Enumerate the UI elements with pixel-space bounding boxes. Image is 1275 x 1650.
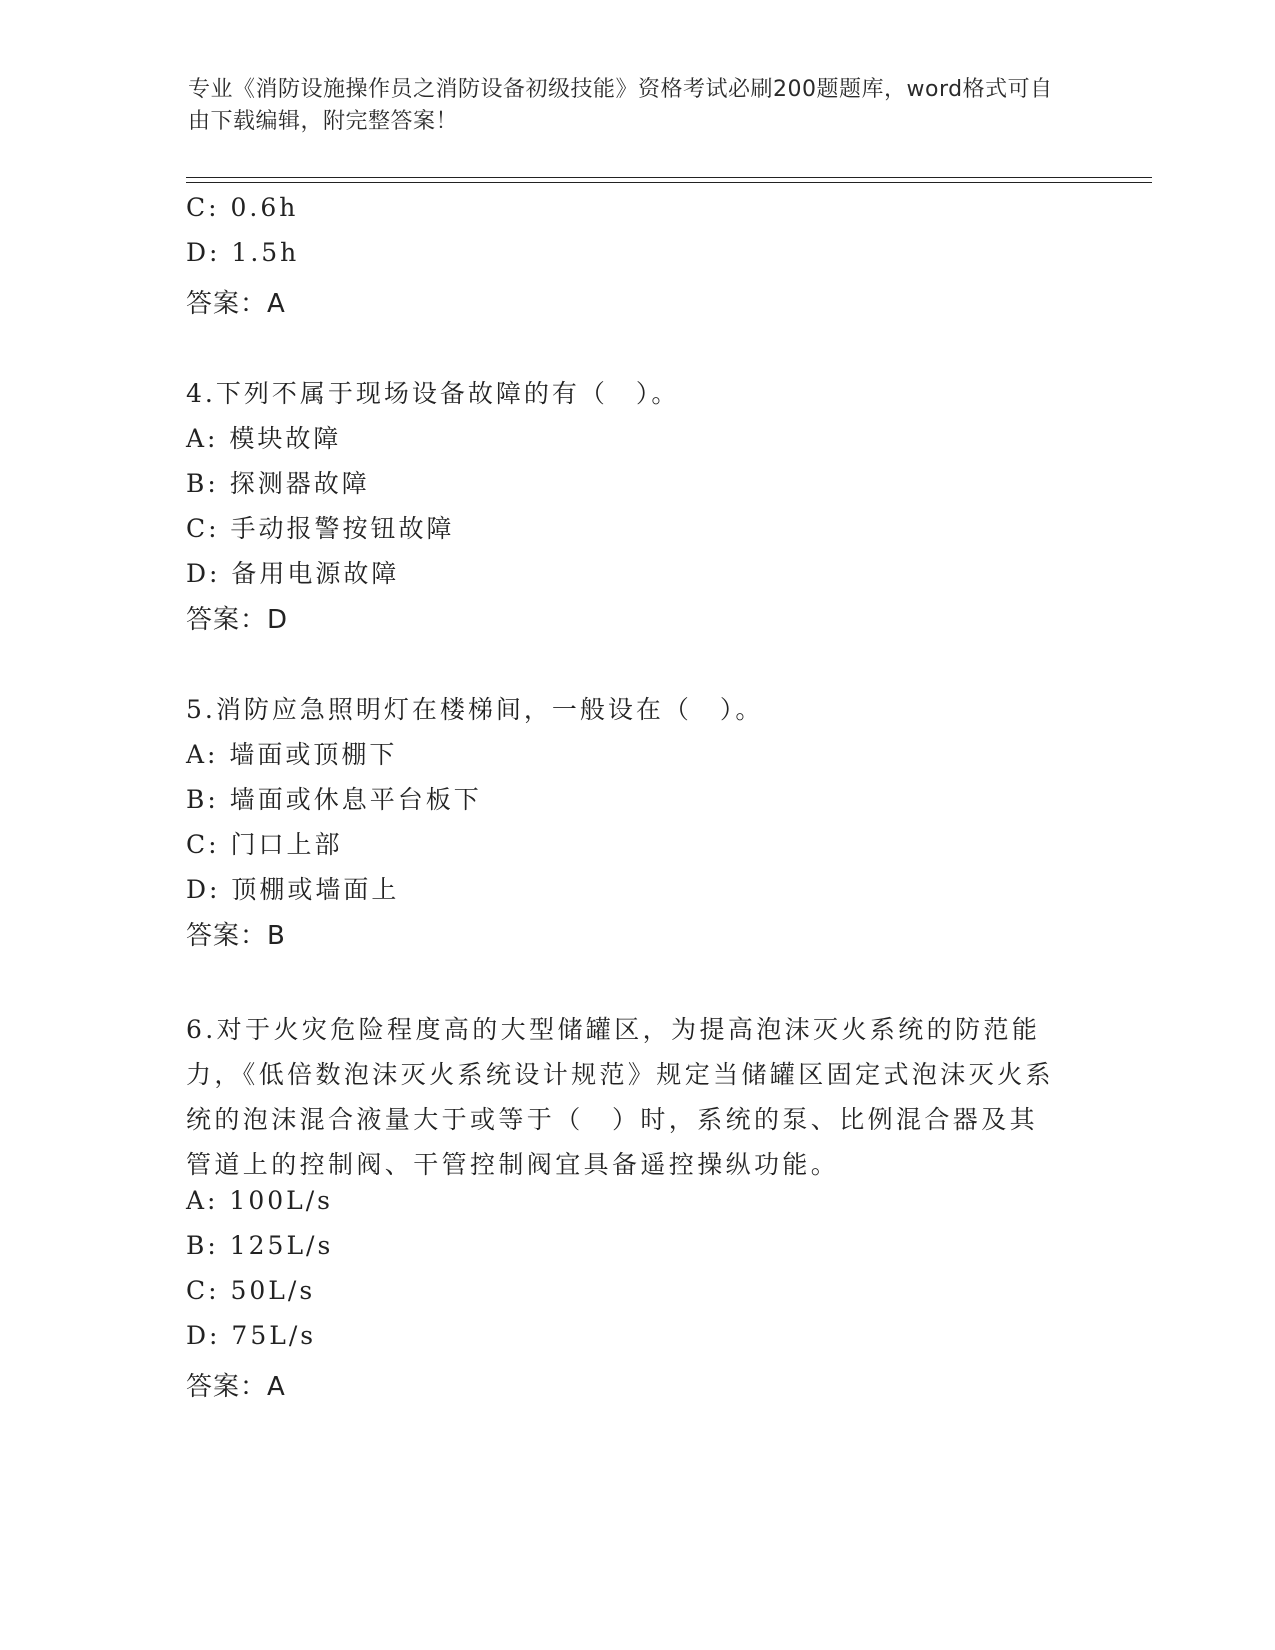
document-header: 专业《消防设施操作员之消防设备初级技能》资格考试必刷200题题库，word格式可自由下载编辑，附完整答案！: [188, 77, 1053, 134]
q4-option-a: A: 模块故障: [186, 424, 342, 453]
q6-option-a: A: 100L/s: [186, 1186, 333, 1215]
q4-option-b: B: 探测器故障: [186, 469, 370, 498]
header-divider-top: [186, 177, 1152, 178]
q4-option-d: D: 备用电源故障: [186, 559, 400, 588]
header-divider-bottom: [186, 182, 1152, 183]
q5-option-c: C: 门口上部: [186, 830, 343, 859]
q5-answer: 答案：B: [186, 921, 286, 951]
q3-option-c: C: 0.6h: [186, 193, 299, 222]
q6-option-d: D: 75L/s: [186, 1321, 317, 1350]
q4-answer: 答案：D: [186, 605, 289, 635]
q6-option-b: B: 125L/s: [186, 1231, 334, 1260]
q3-option-d: D: 1.5h: [186, 238, 300, 267]
q5-option-b: B: 墙面或休息平台板下: [186, 785, 482, 814]
q5-question: 5.消防应急照明灯在楼梯间，一般设在（ ）。: [186, 695, 764, 724]
q5-option-a: A: 墙面或顶棚下: [186, 740, 398, 769]
q3-answer: 答案：A: [186, 289, 286, 319]
q6-question: 6.对于火灾危险程度高的大型储罐区，为提高泡沫灭火系统的防范能力，《低倍数泡沫灭火系统设计规范》规定当储罐区固定式泡沫灭火系统的泡沫混合液量大于或等于（ ）时，系统的泵、比例混合器及其管道上的控制阀、干管控制阀宜具备遥控操纵功能。: [186, 1015, 1054, 1179]
q5-option-d: D: 顶棚或墙面上: [186, 875, 400, 904]
q4-option-c: C: 手动报警按钮故障: [186, 514, 455, 543]
q6-answer: 答案：A: [186, 1372, 286, 1402]
q4-question: 4.下列不属于现场设备故障的有（ ）。: [186, 379, 680, 408]
q6-option-c: C: 50L/s: [186, 1276, 316, 1305]
